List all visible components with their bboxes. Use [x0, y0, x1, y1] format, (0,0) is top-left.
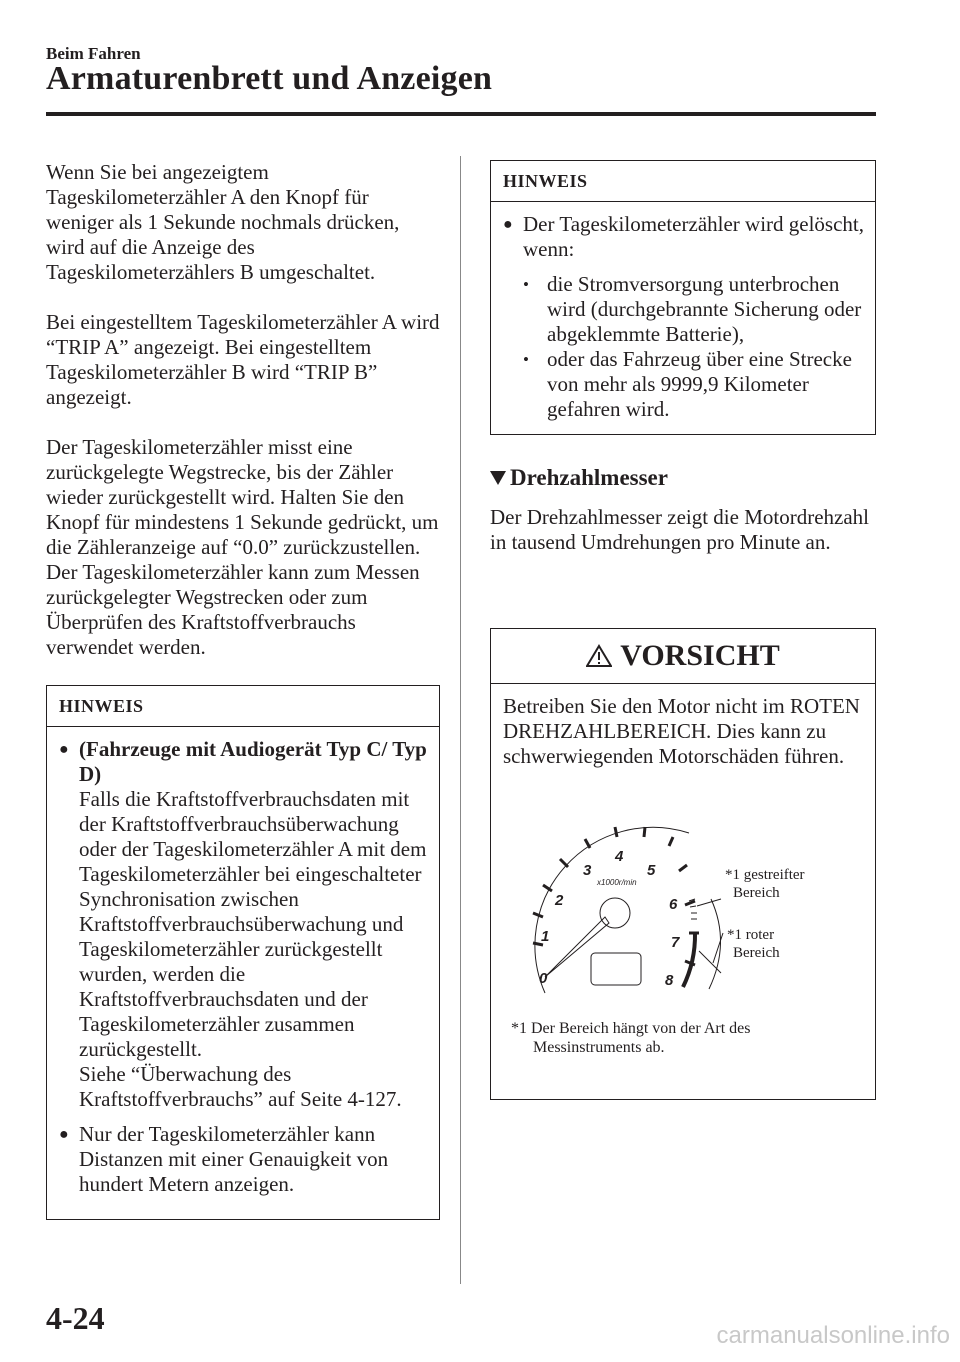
gauge-unit: x1000r/min — [597, 878, 637, 887]
gauge-number: 6 — [669, 896, 678, 913]
section-label: Beim Fahren — [46, 44, 141, 63]
note-bullet-text: Der Tageskilometerzähler wird gelöscht, wenn: — [523, 212, 865, 261]
bullet-dot-icon: ● — [59, 741, 69, 758]
note-sub-bullet — [523, 272, 865, 347]
caution-header — [491, 629, 875, 684]
note-box-left — [46, 685, 440, 1220]
note-heading: HINWEIS — [47, 686, 439, 727]
subheading-tachometer — [490, 465, 876, 491]
gauge-footnote — [511, 1019, 750, 1057]
gauge-footnote-line1: *1 Der Bereich hängt von der Art des — [511, 1020, 751, 1037]
gauge-number: 3 — [583, 862, 592, 879]
subheading-text: Drehzahlmesser — [510, 465, 668, 490]
gauge-needle — [545, 917, 609, 977]
gauge-number: 5 — [647, 862, 656, 879]
leader-line — [697, 899, 721, 906]
gauge-red-zone — [683, 933, 695, 987]
leader-line — [699, 951, 721, 973]
gauge-number: 4 — [615, 848, 624, 865]
label-striped-zone-2: Bereich — [733, 885, 780, 901]
gauge-display — [591, 953, 641, 985]
caution-text: Betreiben Sie den Motor nicht im ROTEN DREHZAHLBEREICH. Dies kann zu schwerwiegenden Motorschäden führen. — [503, 694, 860, 768]
label-red-zone: *1 roter — [727, 927, 775, 943]
outer-zone-arc — [709, 899, 721, 989]
column-divider — [460, 156, 461, 1284]
note-bullet — [59, 1122, 429, 1197]
label-striped-zone: *1 gestreifter — [725, 867, 805, 883]
label-red-zone-2: Bereich — [733, 945, 780, 961]
gauge-number: 7 — [671, 934, 680, 951]
caution-heading: VORSICHT — [620, 639, 780, 672]
note-sub-bullet-text: die Stromversorgung unterbrochen wird (durchgebrannte Sicherung oder abgeklemmte Batterie), — [547, 272, 862, 346]
watermark: carmanualsonline.info — [716, 1322, 950, 1349]
bullet-dot-icon: ● — [59, 1126, 69, 1143]
right-column — [490, 160, 876, 580]
note-sub-bullet-text: oder das Fahrzeug über eine Strecke von mehr als 9999,9 Kilometer gefahren wird. — [547, 347, 852, 421]
left-column — [46, 160, 440, 1220]
title-rule — [46, 112, 876, 116]
gauge-footnote-line2: Messinstruments ab. — [533, 1039, 665, 1056]
gauge-number: 1 — [541, 928, 550, 945]
gauge-number: 0 — [539, 970, 548, 987]
leader-line — [713, 933, 723, 963]
bullet-dot-icon: ● — [503, 216, 513, 233]
page-title: Armaturenbrett und Anzeigen — [46, 60, 493, 97]
gauge-number: 2 — [555, 892, 564, 909]
note-sub-bullet — [523, 347, 865, 422]
sub-bullet-dot-icon: • — [523, 275, 529, 294]
warning-icon — [586, 644, 612, 668]
sub-bullet-dot-icon: • — [523, 350, 529, 369]
note-bullet-text: Falls die Kraftstoffverbrauchsdaten mit der Kraftstoffverbrauchsüberwachung oder der Tageskilometerzähler A mit dem Tageskilometerzähler bei eingeschalteter Synchronisation zwischen Kraftstoffverbrauchsüberwachung und Tageskilometerzähler zurückgestellt wurden, werden die Kraftstoffverbrauchsdaten und der Tageskilometerzähler zusammen zurückgestellt. — [79, 787, 427, 1061]
note-bullet-reference: Siehe “Überwachung des Kraftstoffverbrauchs” auf Seite 4-127. — [79, 1062, 402, 1111]
note-bullet — [503, 212, 865, 262]
paragraph-trip-reset: Der Tageskilometerzähler misst eine zurückgelegte Wegstrecke, bis der Zähler wieder zurückgestellt wird. Halten Sie den Knopf für mindestens 1 Sekunde gedrückt, um die Zähleranzeige auf “0.0” zurückzustellen. Der Tageskilometerzähler kann zum Messen zurückgelegter Wegstrecken oder zum Überprüfen des Kraftstoffverbrauchs verwendet werden. — [46, 435, 439, 659]
note-heading: HINWEIS — [491, 161, 875, 202]
caution-box — [490, 628, 876, 1100]
tachometer-illustration — [505, 813, 845, 1013]
paragraph-tachometer: Der Drehzahlmesser zeigt die Motordrehzahl in tausend Umdrehungen pro Minute an. — [490, 505, 870, 554]
gauge-number: 8 — [665, 972, 674, 989]
page-number: 4-24 — [46, 1300, 105, 1336]
paragraph-trip-display: Bei eingestelltem Tageskilometerzähler A wird “TRIP A” angezeigt. Bei eingestelltem Tageskilometerzähler B wird “TRIP B” angezeigt. — [46, 310, 440, 409]
gauge-outer-arc — [535, 827, 689, 993]
triangle-down-icon — [490, 471, 506, 485]
gauge-hub — [600, 898, 630, 928]
note-bullet — [59, 737, 429, 1112]
note-bullet-text: Nur der Tageskilometerzähler kann Distanzen mit einer Genauigkeit von hundert Metern anzeigen. — [79, 1122, 389, 1196]
paragraph-trip-switch: Wenn Sie bei angezeigtem Tageskilometerzähler A den Knopf für weniger als 1 Sekunde nochmals drücken, wird auf die Anzeige des Tageskilometerzählers B umgeschaltet. — [46, 160, 400, 284]
note-box-right — [490, 160, 876, 435]
note-bullet-heading: (Fahrzeuge mit Audiogerät Typ C/ Typ D) — [79, 737, 427, 786]
